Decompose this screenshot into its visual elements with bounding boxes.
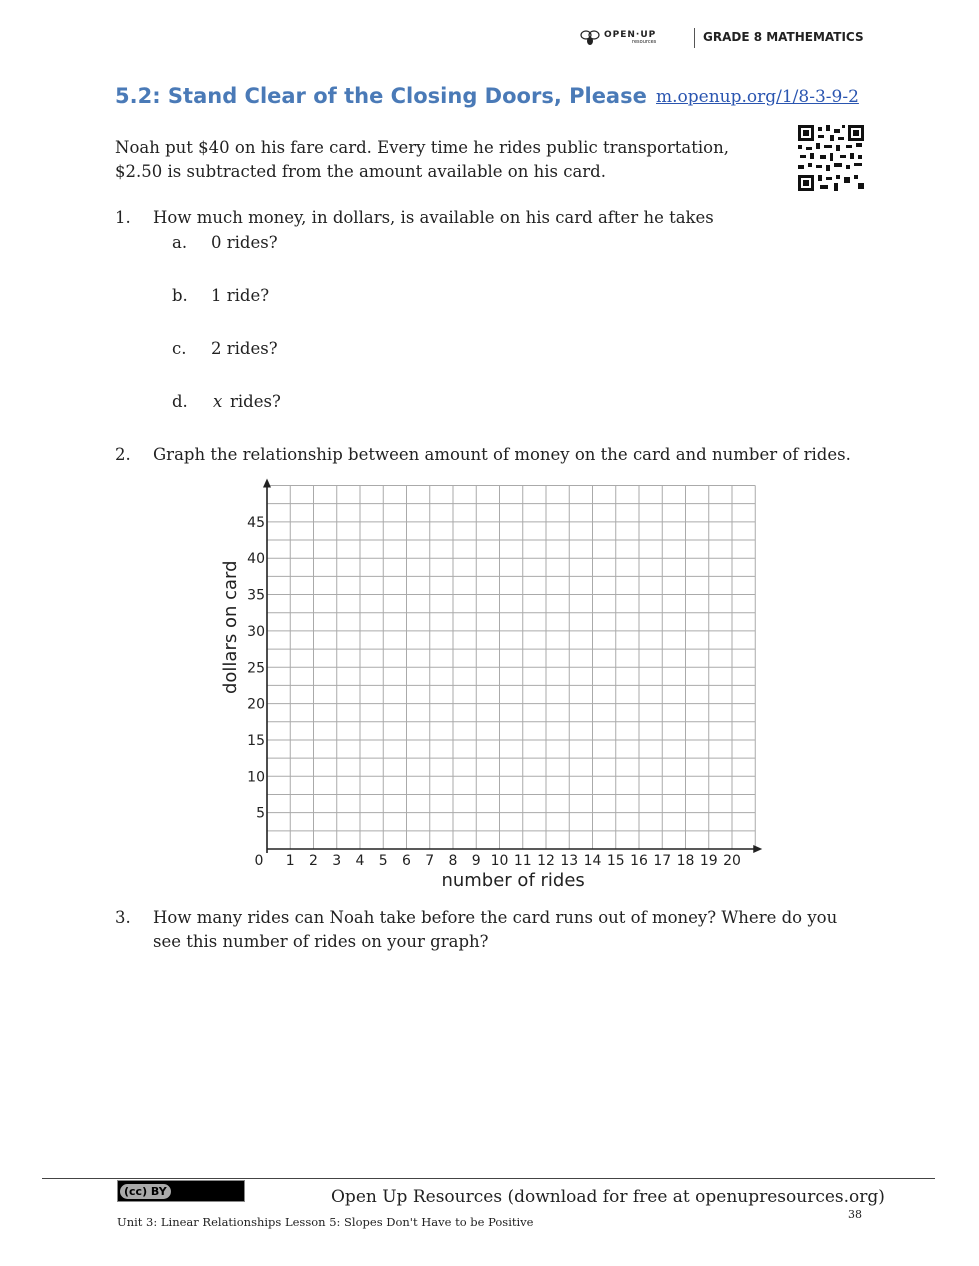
header-divider: [694, 28, 695, 48]
activity-title: 5.2: Stand Clear of the Closing Doors, Please: [115, 84, 647, 108]
x-tick-label: 14: [583, 853, 602, 869]
y-tick-label: 15: [247, 732, 265, 749]
logo-sub: resources: [632, 39, 657, 45]
x-tick-label: 18: [676, 853, 695, 869]
intro-text: Noah put $40 on his fare card. Every time he rides public transportation, $2.50 is subtracted from the amount available on his card.: [115, 138, 729, 181]
activity-link[interactable]: m.openup.org/1/8-3-9-2: [656, 87, 859, 107]
part-text: 2 rides?: [211, 339, 278, 358]
x-axis-title: number of rides: [441, 870, 585, 891]
y-axis-arrow: [263, 479, 271, 488]
x-tick-label: 4: [355, 853, 365, 869]
part-letter: d.: [172, 392, 188, 411]
part-text: 0 rides?: [211, 233, 278, 252]
x-tick-label: 10: [490, 853, 509, 869]
origin-label: 0: [254, 853, 264, 869]
x-tick-label: 16: [630, 853, 648, 869]
question-text: How many rides can Noah take before the card runs out of money? Where do you see this number of rides on your graph?: [153, 908, 838, 951]
unit-lesson-text: Unit 3: Linear Relationships Lesson 5: Slopes Don't Have to be Positive: [117, 1215, 534, 1229]
question-number: 2.: [115, 445, 131, 464]
question-text: How much money, in dollars, is available on his card after he takes: [153, 208, 714, 227]
x-tick-label: 3: [332, 853, 342, 869]
cc-license-badge: [117, 1180, 245, 1202]
x-tick-label: 13: [560, 853, 579, 869]
x-tick-label: 11: [513, 853, 532, 869]
x-tick-label: 17: [653, 853, 672, 869]
y-tick-label: 45: [247, 514, 265, 531]
x-tick-label: 1: [285, 853, 295, 869]
x-tick-label: 9: [471, 853, 481, 869]
y-tick-label: 20: [247, 696, 265, 713]
x-tick-label: 7: [425, 853, 435, 869]
y-tick-label: 25: [247, 660, 265, 677]
y-tick-label: 35: [247, 587, 265, 604]
part-text: 1 ride?: [211, 286, 270, 305]
logo-text: OPEN·UP: [604, 30, 657, 40]
bee-icon: [580, 30, 600, 46]
x-tick-label: 2: [309, 853, 318, 869]
x-tick-label: 20: [723, 853, 741, 869]
qr-code-icon: [798, 125, 864, 191]
footer-oer-text: Open Up Resources (download for free at openupresources.org): [331, 1187, 885, 1207]
y-tick-label: 40: [247, 551, 265, 568]
question-text: Graph the relationship between amount of money on the card and number of rides.: [153, 445, 851, 464]
x-tick-label: 8: [448, 853, 458, 869]
x-tick-label: 6: [402, 853, 411, 869]
footer-divider: [42, 1178, 935, 1179]
part-text: rides?: [230, 392, 281, 411]
part-variable: x: [213, 392, 223, 411]
y-axis-title: dollars on card: [220, 560, 241, 695]
grade-label: GRADE 8 MATHEMATICS: [703, 30, 864, 44]
part-letter: a.: [172, 233, 188, 252]
part-letter: c.: [172, 339, 187, 358]
x-tick-label: 12: [537, 853, 555, 869]
graph-grid[interactable]: [200, 478, 780, 898]
x-tick-label: 15: [606, 853, 625, 869]
part-letter: b.: [172, 286, 188, 305]
page-number: 38: [848, 1208, 862, 1221]
cc-license-label: (cc) BY: [120, 1184, 171, 1199]
y-tick-label: 30: [247, 623, 265, 640]
question-number: 1.: [115, 208, 131, 227]
x-axis-arrow: [753, 845, 762, 853]
y-tick-label: 10: [247, 769, 265, 786]
x-tick-label: 5: [378, 853, 388, 869]
y-tick-label: 5: [256, 805, 265, 822]
x-tick-label: 19: [699, 853, 718, 869]
open-up-logo: [580, 30, 656, 46]
question-number: 3.: [115, 908, 131, 927]
